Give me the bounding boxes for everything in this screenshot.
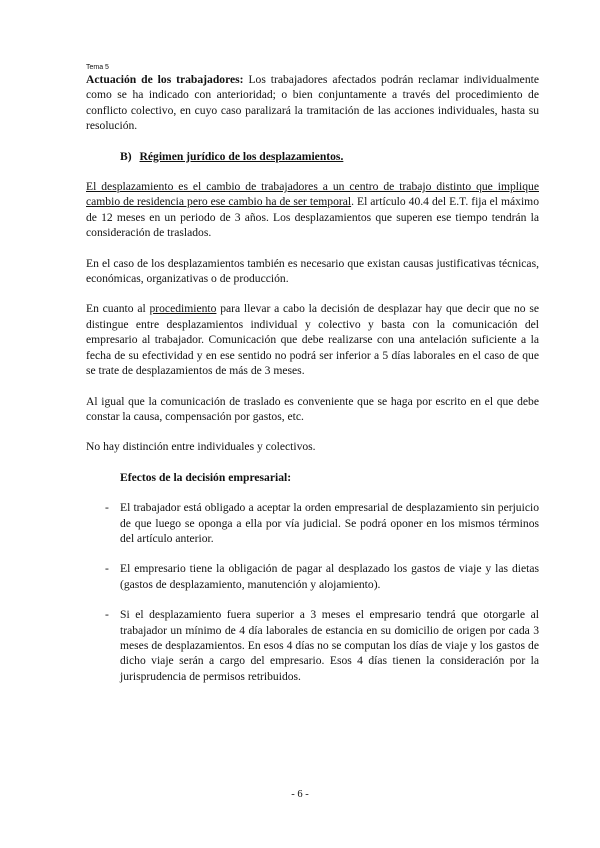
- list-item-text: Si el desplazamiento fuera superior a 3 meses el empresario tendrá que otorgarle al trabajador un mínimo de 4 día laborales de estancia en su domicilio de origen por cada 3 meses de desplazamientos. En esos 4 días no se computan los días de viaje y los gastos de dicho viaje serán a cargo del empresario. Esos 4 días tienen la consideración por la jurisprudencia de permisos retribuidos.: [120, 608, 539, 683]
- paragraph-procedimiento: [86, 301, 539, 378]
- list-item: [86, 561, 539, 592]
- section-title: Régimen jurídico de los desplazamientos.: [139, 149, 344, 163]
- paragraph-text: . El artículo 40.4 del E.T. fija el máximo de 12 meses en un periodo de 3 años. Los desplazamientos que superen ese tiempo tendrán la consideración de traslados.: [86, 195, 539, 240]
- list-item-text: El empresario tiene la obligación de pagar al desplazado los gastos de viaje y las dietas (gastos de desplazamiento, manutención y alojamiento).: [120, 562, 539, 591]
- paragraph-text: Los trabajadores afectados podrán reclamar individualmente como se ha indicado con anterioridad; o bien conjuntamente a través del procedimiento de conflicto colectivo, en cuyo caso paralizará la tramitación de las acciones individuales, hasta su resolución.: [86, 73, 539, 133]
- paragraph-distincion: No hay distinción entre individuales y colectivos.: [86, 440, 316, 454]
- dash-bullet: -: [105, 562, 109, 576]
- section-heading-b: [120, 149, 539, 164]
- page-number: - 6 -: [291, 789, 309, 800]
- effects-heading: Efectos de la decisión empresarial:: [120, 470, 292, 484]
- paragraph-causas: En el caso de los desplazamientos también es necesario que existan causas justificativas técnicas, económicas, organizativas o de producción.: [86, 256, 539, 286]
- document-page: [86, 64, 539, 699]
- list-item: [86, 607, 539, 684]
- underlined-procedimiento: procedimiento: [149, 302, 217, 316]
- list-item-text: El trabajador está obligado a aceptar la orden empresarial de desplazamiento sin perjuicio de que luego se oponga a ella por vía judicial. Se podrá oponer en los mismos términos del artículo anterior.: [120, 501, 539, 545]
- effects-list: [86, 500, 539, 684]
- paragraph-text: para llevar a cabo la decisión de desplazar hay que decir que no se distingue entre desplazamientos individual y colectivo y basta con la comunicación del empresario al trabajador. Comunicación que debe realizarse con una antelación suficiente a la fecha de su efectividad y en ese sentido no podrá ser inferior a 5 días laborales en el caso de que se trate de desplazamientos de más de 3 meses.: [86, 302, 539, 378]
- paragraph-comunicacion: Al igual que la comunicación de traslado es conveniente que se haga por escrito en el que debe constar la causa, compensación por gastos, etc.: [86, 394, 539, 423]
- underlined-definition: El desplazamiento es el cambio de trabajadores a un centro de trabajo distinto que implique cambio de residencia pero ese cambio ha de ser temporal: [86, 180, 539, 209]
- running-header: Tema 5: [86, 64, 109, 71]
- list-item: [86, 500, 539, 546]
- paragraph-actuacion: [86, 72, 539, 134]
- dash-bullet: -: [105, 608, 109, 622]
- bold-lead: Actuación de los trabajadores:: [86, 73, 244, 86]
- paragraph-desplazamiento: [86, 179, 539, 241]
- dash-bullet: -: [105, 501, 109, 515]
- section-number: B): [120, 149, 132, 163]
- paragraph-text: En cuanto al: [86, 302, 150, 316]
